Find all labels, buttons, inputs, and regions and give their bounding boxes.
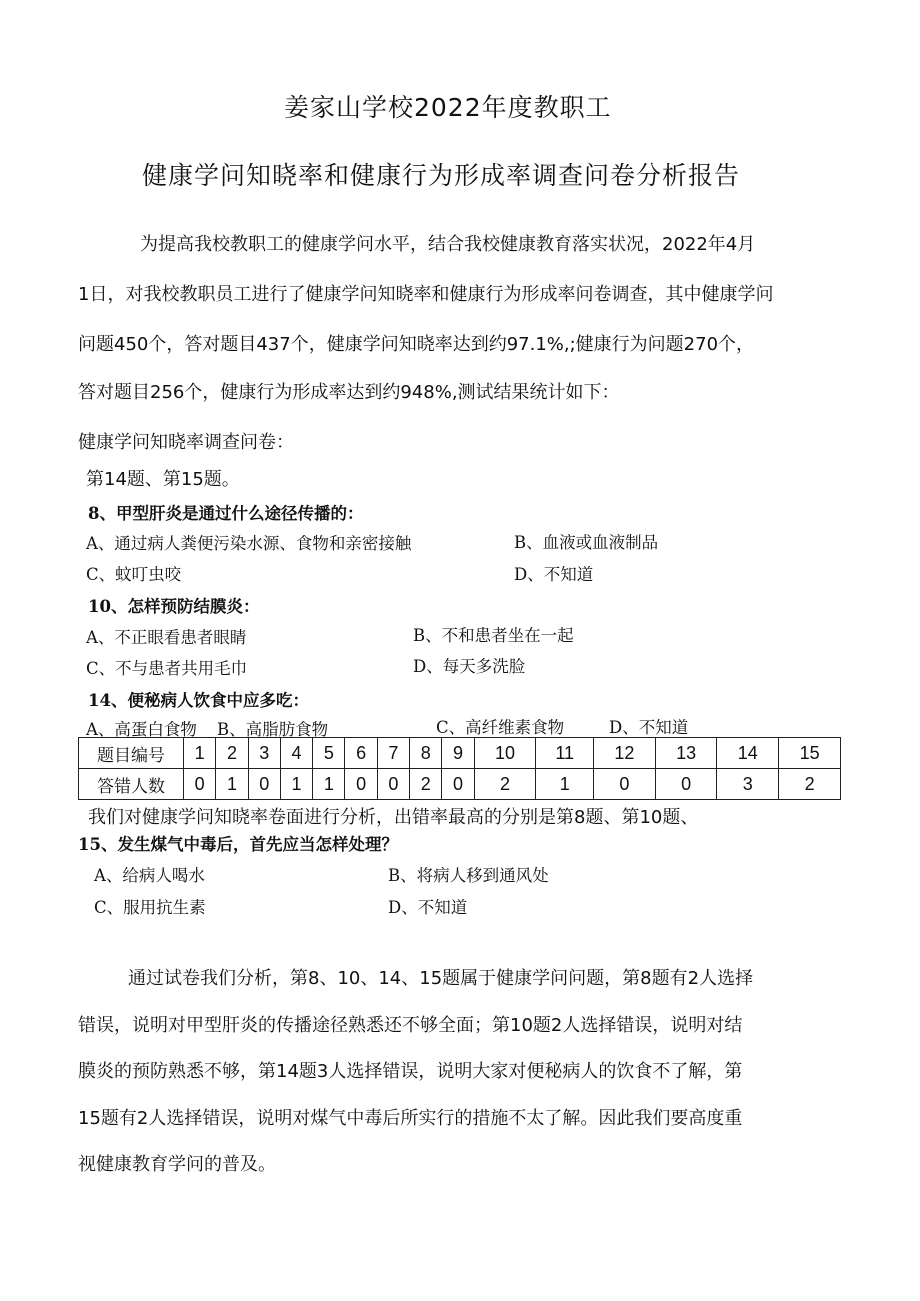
intro-line-2: 1日，对我校教职员工进行了健康学问知晓率和健康行为形成率问卷调查，其中健康学问 bbox=[78, 284, 774, 305]
table-cell: 0 bbox=[248, 769, 280, 800]
table-cell: 0 bbox=[377, 769, 409, 800]
question-15: 15、发生煤气中毒后，首先应当怎样处理？ bbox=[78, 835, 398, 854]
intro-line-3: 问题450个，答对题目437个，健康学问知晓率达到约97.1%,;健康行为问题270个， bbox=[78, 334, 755, 355]
table-cell: 12 bbox=[594, 738, 656, 769]
table-cell: 2 bbox=[474, 769, 536, 800]
question-10: 10、怎样预防结膜炎： bbox=[88, 597, 260, 616]
table-cell: 2 bbox=[410, 769, 442, 800]
q15-option-b: B、将病人移到通风处 bbox=[388, 866, 549, 885]
error-stats-table bbox=[78, 737, 841, 800]
q8-option-c: C、蚊叮虫咬 bbox=[86, 565, 182, 584]
table-cell: 7 bbox=[377, 738, 409, 769]
table-cell: 5 bbox=[313, 738, 345, 769]
table-cell: 1 bbox=[216, 769, 248, 800]
q8-option-b: B、血液或血液制品 bbox=[514, 533, 659, 552]
q15-option-c: C、服用抗生素 bbox=[94, 898, 206, 917]
table-row-question-numbers bbox=[79, 738, 841, 769]
table-cell: 3 bbox=[248, 738, 280, 769]
table-cell: 11 bbox=[536, 738, 594, 769]
table-cell: 0 bbox=[594, 769, 656, 800]
title-line-2: 健康学问知晓率和健康行为形成率调查问卷分析报告 bbox=[142, 161, 741, 190]
q10-option-b: B、不和患者坐在一起 bbox=[413, 626, 574, 645]
q15-option-a: A、给病人喝水 bbox=[94, 866, 205, 885]
table-cell: 1 bbox=[536, 769, 594, 800]
table-cell: 1 bbox=[184, 738, 216, 769]
table-cell: 0 bbox=[345, 769, 377, 800]
table-cell: 3 bbox=[717, 769, 779, 800]
table-cell: 0 bbox=[184, 769, 216, 800]
q14-option-a: A、高蛋白食物 bbox=[86, 720, 197, 739]
q14-option-c: C、高纤维素食物 bbox=[436, 718, 565, 737]
conclusion-line-1: 通过试卷我们分析，第8、10、14、15题属于健康学问问题，第8题有2人选择 bbox=[128, 968, 754, 989]
row-label-question-number: 题目编号 bbox=[79, 738, 184, 769]
table-row-error-counts bbox=[79, 769, 841, 800]
table-cell: 13 bbox=[655, 738, 717, 769]
table-cell: 2 bbox=[779, 769, 841, 800]
q10-option-c: C、不与患者共用毛巾 bbox=[86, 659, 248, 678]
conclusion-line-2: 错误，说明对甲型肝炎的传播途径熟悉还不够全面；第10题2人选择错误，说明对结 bbox=[78, 1015, 743, 1036]
table-cell: 9 bbox=[442, 738, 474, 769]
q14-option-d: D、不知道 bbox=[609, 718, 689, 737]
table-cell: 6 bbox=[345, 738, 377, 769]
table-cell: 15 bbox=[779, 738, 841, 769]
intro-line-1: 为提高我校教职工的健康学问水平，结合我校健康教育落实状况，2022年4月 bbox=[140, 234, 756, 255]
table-cell: 2 bbox=[216, 738, 248, 769]
table-cell: 8 bbox=[410, 738, 442, 769]
q10-option-d: D、每天多洗脸 bbox=[413, 657, 526, 676]
conclusion-line-5: 视健康教育学问的普及。 bbox=[78, 1154, 276, 1175]
q10-option-a: A、不正眼看患者眼睛 bbox=[86, 628, 247, 647]
table-cell: 1 bbox=[280, 769, 312, 800]
questions-note: 第14题、第15题。 bbox=[86, 469, 240, 490]
row-label-error-count: 答错人数 bbox=[79, 769, 184, 800]
intro-line-4: 答对题目256个，健康行为形成率达到约948%,测试结果统计如下： bbox=[78, 382, 620, 403]
conclusion-line-3: 膜炎的预防熟悉不够，第14题3人选择错误，说明大家对便秘病人的饮食不了解，第 bbox=[78, 1061, 743, 1082]
table-cell: 0 bbox=[655, 769, 717, 800]
table-cell: 10 bbox=[474, 738, 536, 769]
q8-option-d: D、不知道 bbox=[514, 565, 594, 584]
analysis-line: 我们对健康学问知晓率卷面进行分析，出错率最高的分别是第8题、第10题、 bbox=[88, 807, 699, 828]
table-cell: 14 bbox=[717, 738, 779, 769]
conclusion-line-4: 15题有2人选择错误，说明对煤气中毒后所实行的措施不太了解。因此我们要高度重 bbox=[78, 1108, 743, 1129]
question-8: 8、甲型肝炎是通过什么途径传播的： bbox=[88, 504, 364, 523]
title-line-1: 姜家山学校2022年度教职工 bbox=[284, 93, 612, 122]
q15-option-d: D、不知道 bbox=[388, 898, 468, 917]
question-14: 14、便秘病人饮食中应多吃： bbox=[88, 691, 309, 710]
table-cell: 1 bbox=[313, 769, 345, 800]
q14-option-b: B、高脂肪食物 bbox=[217, 720, 329, 739]
survey-label: 健康学问知晓率调查问卷： bbox=[78, 432, 294, 453]
table-cell: 4 bbox=[280, 738, 312, 769]
table-cell: 0 bbox=[442, 769, 474, 800]
q8-option-a: A、通过病人粪便污染水源、食物和亲密接触 bbox=[86, 534, 412, 553]
